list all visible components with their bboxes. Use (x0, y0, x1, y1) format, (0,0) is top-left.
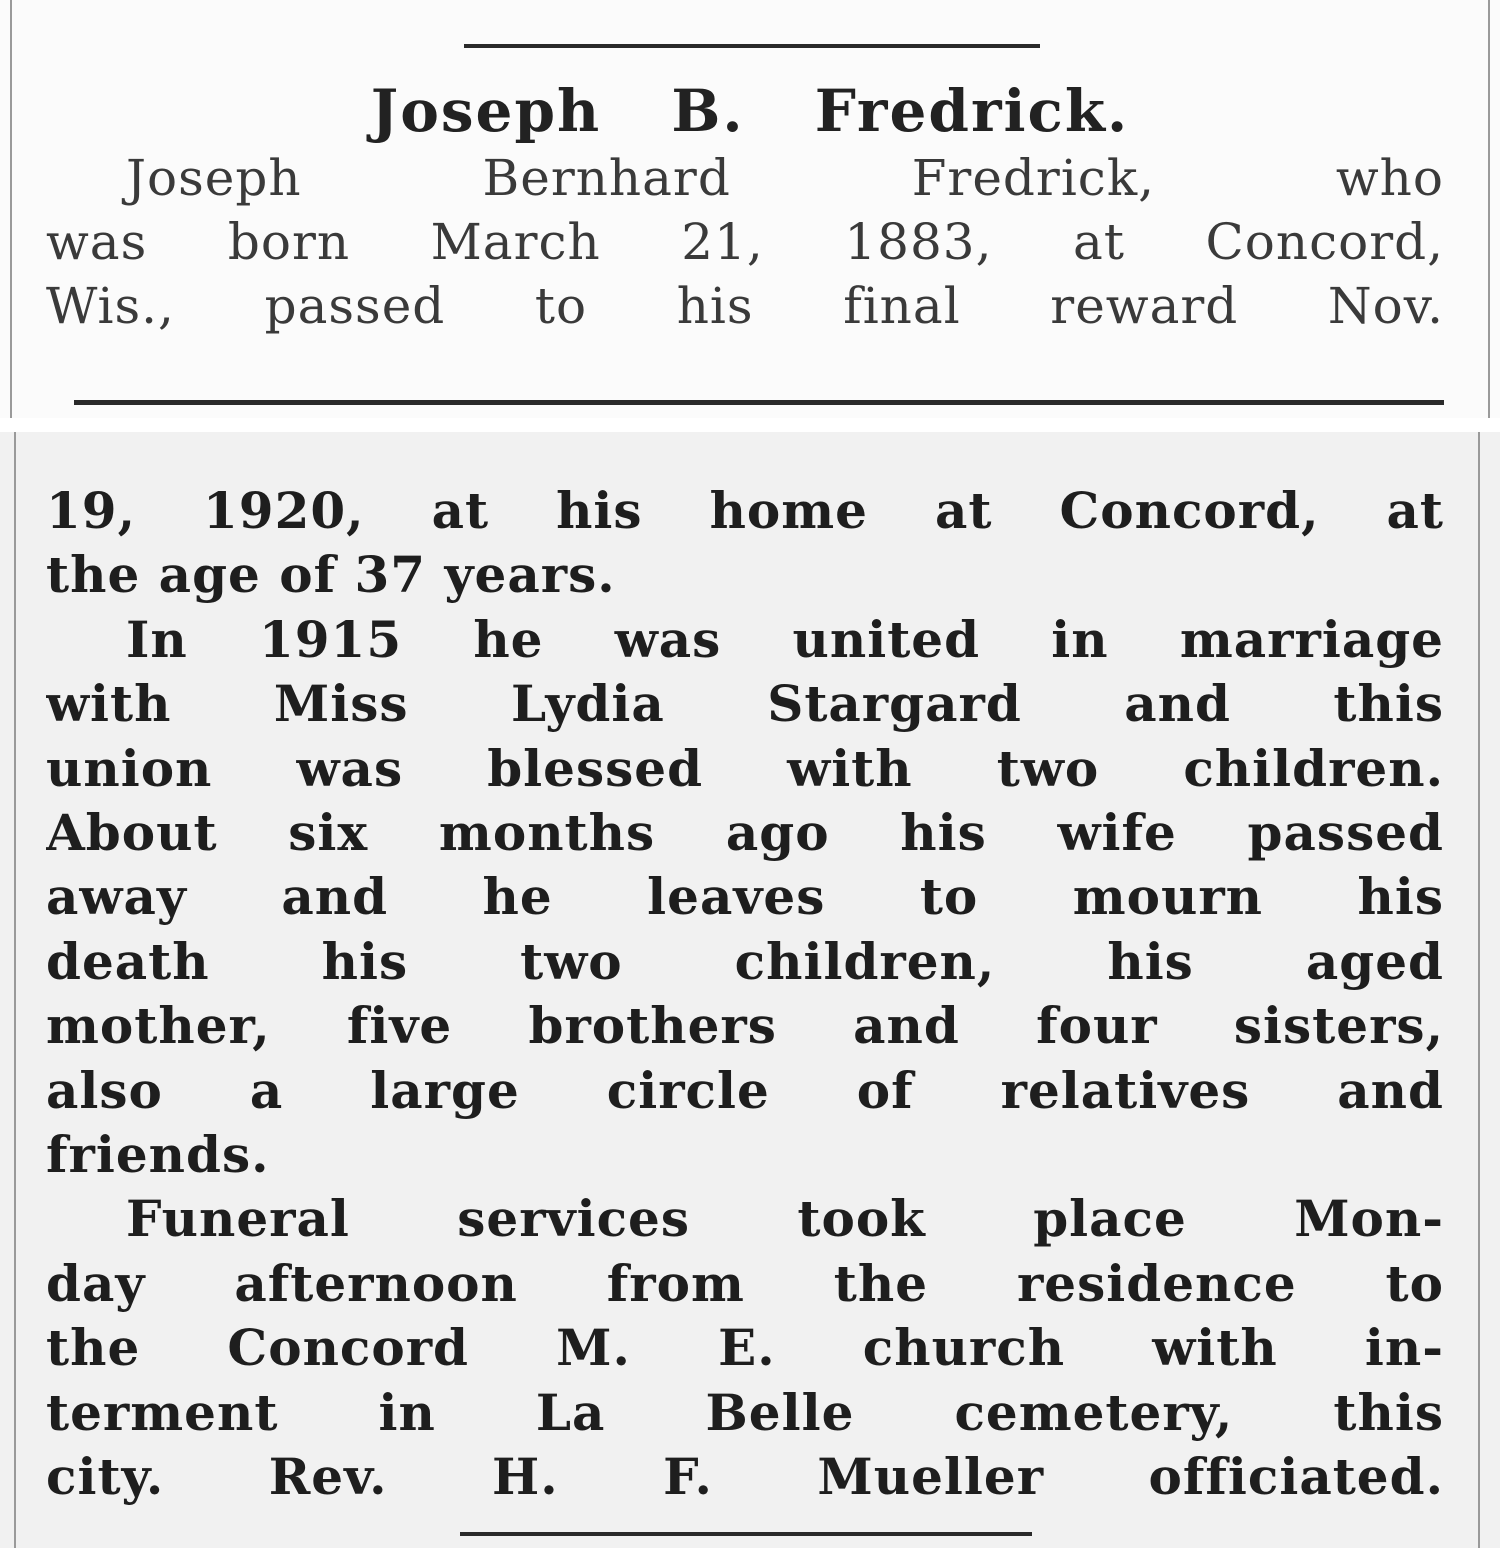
text-line: was born March 21, 1883, at Concord, (46, 213, 1444, 271)
clipping-bottom (0, 432, 1500, 1548)
text-line: Wis., passed to his final reward Nov. (46, 277, 1444, 335)
text-line: About six months ago his wife passed (46, 803, 1444, 863)
text-line: city. Rev. H. F. Mueller officiated. (46, 1447, 1444, 1507)
bottom-rule (460, 1532, 1032, 1536)
text-line: away and he leaves to mourn his (46, 867, 1444, 927)
text-line: 19, 1920, at his home at Concord, at (46, 481, 1444, 540)
text-line: terment in La Belle cemetery, this (46, 1382, 1444, 1442)
text-line: Joseph Bernhard Fredrick, who (126, 149, 1444, 207)
text-line: death his two children, his aged (46, 931, 1444, 991)
text-line: day afternoon from the residence to (46, 1253, 1444, 1313)
text-line: with Miss Lydia Stargard and this (46, 674, 1444, 734)
clipping-top (0, 0, 1500, 418)
text-line: the Concord M. E. church with in- (46, 1318, 1444, 1378)
column-border-left (10, 0, 12, 418)
column-border-right (1478, 432, 1480, 1548)
obituary-headline: Joseph B. Fredrick. (370, 77, 1130, 145)
text-line: friends. (46, 1125, 270, 1185)
text-line: the age of 37 years. (46, 545, 616, 605)
text-line: also a large circle of relatives and (46, 1060, 1444, 1120)
text-line: mother, five brothers and four sisters, (46, 996, 1444, 1056)
paragraph-1-start (46, 146, 1444, 338)
column-border-left (14, 432, 16, 1548)
top-rule (464, 44, 1040, 48)
obituary-body (46, 479, 1444, 1510)
text-line: Funeral services took place Mon- (126, 1189, 1444, 1249)
text-line: union was blessed with two children. (46, 738, 1444, 798)
column-border-right (1488, 0, 1490, 418)
text-line: In 1915 he was united in marriage (126, 609, 1444, 669)
separator-rule (74, 400, 1444, 405)
